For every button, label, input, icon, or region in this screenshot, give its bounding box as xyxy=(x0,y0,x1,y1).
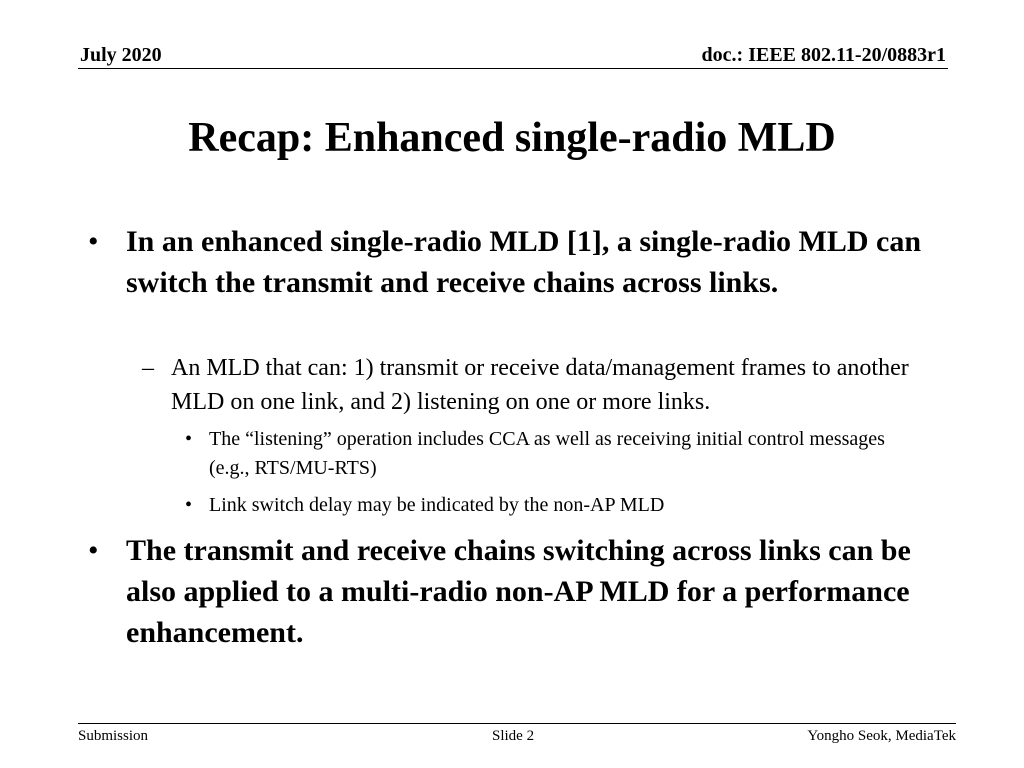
sub-sub-bullet-text: The “listening” operation includes CCA as well as receiving initial control messages (e.g., RTS/MU-RTS) xyxy=(209,428,885,479)
sub-bullet-text: An MLD that can: 1) transmit or receive data/management frames to another MLD on one link, and 2) listening on one or more links. xyxy=(171,355,909,415)
slide-title: Recap: Enhanced single-radio MLD xyxy=(188,115,836,161)
bullet-marker: • xyxy=(88,534,99,567)
header-doc-id: doc.: IEEE 802.11-20/0883r1 xyxy=(701,44,946,66)
footer-author: Yongho Seok, MediaTek xyxy=(807,728,956,744)
bullet-text: In an enhanced single-radio MLD [1], a single-radio MLD can switch the transmit and receive chains across links. xyxy=(126,225,922,299)
footer-submission: Submission xyxy=(78,728,149,744)
footer-slide-number: Slide 2 xyxy=(492,728,535,744)
sub-sub-bullet-text: Link switch delay may be indicated by the non-AP MLD xyxy=(209,494,665,516)
sub-sub-bullet-marker: • xyxy=(185,494,193,516)
header-date: July 2020 xyxy=(80,44,162,66)
bullet-marker: • xyxy=(88,225,99,258)
footer-rule xyxy=(78,723,956,724)
sub-sub-bullet-marker: • xyxy=(185,428,193,450)
bullet-text: The transmit and receive chains switching across links can be also applied to a multi-radio non-AP MLD for a performance enhancement. xyxy=(126,534,911,649)
sub-bullet-marker: – xyxy=(142,355,154,381)
header-rule xyxy=(78,68,948,69)
